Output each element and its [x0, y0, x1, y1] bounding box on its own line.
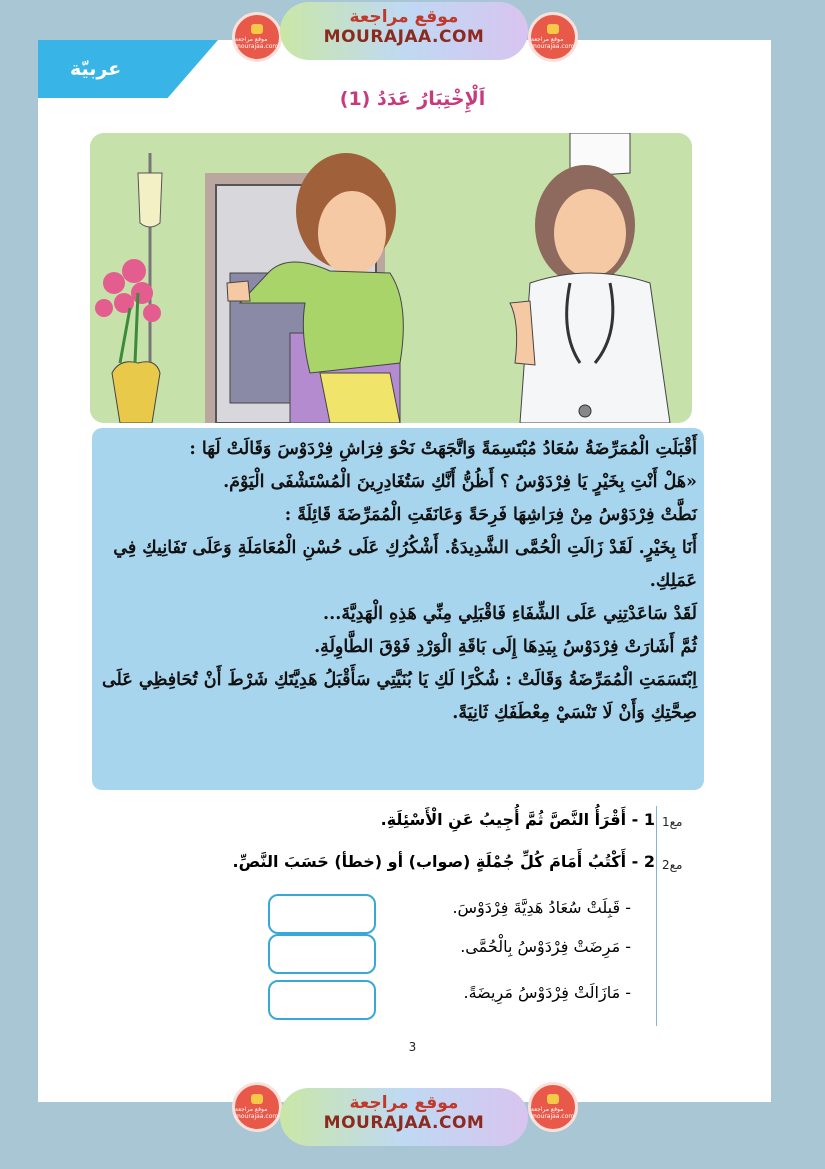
story-line: لَقَدْ سَاعَدْتِنِي عَلَى الشِّفَاءِ فَاقْبَلِي مِنِّي هَذِهِ الْهَدِيَّةَ...: [323, 604, 697, 624]
site-badge-left-bottom: [232, 1082, 282, 1132]
site-name-ar: موقع مراجعة: [349, 7, 459, 27]
story-line: ثُمَّ أَشَارَتْ فِرْدَوْسُ بِيَدِهَا إِلَى بَاقَةِ الْوَرْدِ فَوْقَ الطَّاوِلَةِ.: [314, 637, 697, 657]
site-badge-right-bottom: [528, 1082, 578, 1132]
subject-label: عربيّة: [70, 58, 122, 80]
story-line: أَنَا بِخَيْرٍ. لَقَدْ زَالَتِ الْحُمَّى الشَّدِيدَةُ. أَشْكُرُكِ عَلَى حُسْنِ الْمُعَامَلَةِ وَعَلَى تَفَانِيكِ فِي عَمَلِكِ.: [113, 538, 697, 591]
statement-3: - مَازَالَتْ فِرْدَوْسُ مَرِيضَةً.: [463, 983, 631, 1002]
criterion-label: مع1: [662, 815, 683, 829]
story-line: أَقْبَلَتِ الْمُمَرِّضَةُ سُعَادُ مُبْتَسِمَةً وَاتَّجَهَتْ نَحْوَ فِرَاشِ فِرْدَوْسَ وَقَالَتْ لَهَا :: [189, 439, 697, 459]
answer-box-2[interactable]: [268, 934, 376, 974]
nurse-illustration: [90, 133, 692, 423]
story-text: [97, 433, 697, 730]
story-line: نَطَّتْ فِرْدَوْسُ مِنْ فِرَاشِهَا فَرِحَةً وَعَانَقَتِ الْمُمَرِّضَةَ قَائِلَةً :: [284, 505, 697, 525]
answer-box-1[interactable]: [268, 894, 376, 934]
statement-2: - مَرِضَتْ فِرْدَوْسُ بِالْحُمَّى.: [460, 937, 631, 956]
site-banner-top[interactable]: [280, 2, 528, 60]
site-badge-right: [528, 12, 578, 62]
criteria-divider: [656, 806, 657, 1026]
criterion-label: مع2: [662, 858, 683, 872]
badge-label: موقع مراجعة mourajaa.com: [531, 36, 575, 50]
site-banner-bottom[interactable]: [280, 1088, 528, 1146]
question-1: 1 - أَقْرَأُ النَّصَّ ثُمَّ أُجِيبُ عَنِ الْأَسْئِلَةِ.: [380, 810, 655, 829]
story-line: اِبْتَسَمَتِ الْمُمَرِّضَةُ وَقَالَتْ : شُكْرًا لَكِ يَا بُنَيَّتِي سَأَقْبَلُ هَدِيَّتَكِ شَرْطَ أَنْ تُحَافِظِي عَلَى صِحَّتِكِ وَأَنْ لَا تَنْسَيْ مِعْطَفَكِ ثَانِيَةً.: [101, 670, 697, 723]
badge-label: موقع مراجعة mourajaa.com: [531, 1106, 575, 1120]
answer-box-3[interactable]: [268, 980, 376, 1020]
site-badge-left: [232, 12, 282, 62]
site-name-en: MOURAJAA.COM: [323, 1113, 485, 1133]
statement-1: - قَبِلَتْ سُعَادُ هَدِيَّةَ فِرْدَوْسَ.: [452, 898, 631, 917]
page-number: 3: [408, 1040, 417, 1054]
badge-label: موقع مراجعة mourajaa.com: [235, 1106, 279, 1120]
badge-label: موقع مراجعة mourajaa.com: [235, 36, 279, 50]
page-title: اَلْإِخْتِبَارُ عَدَدُ (1): [339, 88, 486, 110]
site-name-ar: موقع مراجعة: [349, 1093, 459, 1113]
site-name-en: MOURAJAA.COM: [323, 27, 485, 47]
story-line: «هَلْ أَنْتِ بِخَيْرٍ يَا فِرْدَوْسُ ؟ أَظُنُّ أَنَّكِ سَتُغَادِرِينَ الْمُسْتَشْفَى الْيَوْمَ.: [223, 472, 697, 492]
question-2: 2 - أَكْتُبُ أَمَامَ كُلِّ جُمْلَةٍ (صواب) أو (خطأ) حَسَبَ النَّصِّ.: [232, 852, 655, 871]
